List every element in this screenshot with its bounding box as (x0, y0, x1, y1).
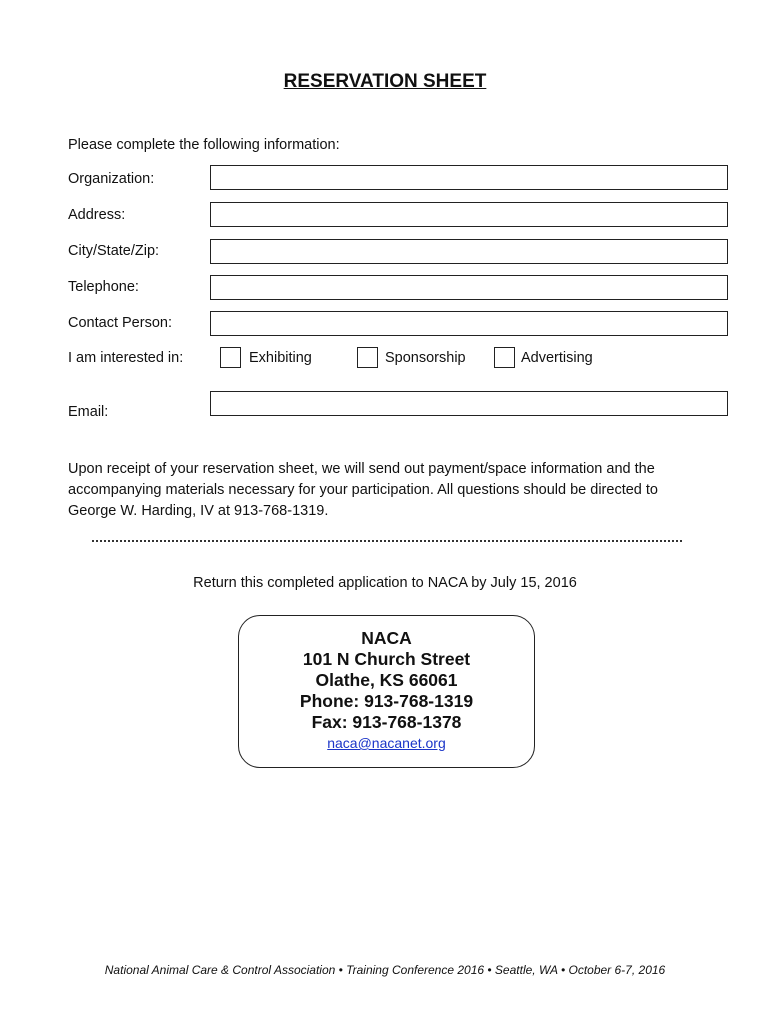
advertising-label: Advertising (521, 350, 593, 366)
interest-label: I am interested in: (68, 350, 184, 366)
fax-number: Fax: 913-768-1378 (311, 712, 462, 732)
instructions-paragraph: Upon receipt of your reservation sheet, we will send out payment/space information and the accompanying materials necessary for your participation. All questions should be directed to George W. Harding, IV at 913-768-1319. (68, 461, 658, 519)
organization-field[interactable] (210, 165, 728, 190)
address-label: Address: (68, 207, 126, 223)
city-state-zip-field[interactable] (210, 239, 728, 264)
city-state: Olathe, KS 66061 (315, 670, 458, 690)
phone-number: Phone: 913-768-1319 (299, 691, 474, 711)
return-note: Return this completed application to NACA by July 15, 2016 (193, 575, 577, 591)
contact-person-field[interactable] (210, 311, 728, 336)
sponsorship-label: Sponsorship (385, 350, 466, 366)
org-name: NACA (361, 628, 412, 648)
email-link[interactable]: naca@nacanet.org (327, 735, 446, 751)
contact-person-label: Contact Person: (68, 315, 172, 331)
street-address: 101 N Church Street (302, 649, 471, 669)
city-state-zip-label: City/State/Zip: (68, 243, 160, 259)
exhibiting-checkbox[interactable] (220, 347, 241, 368)
advertising-checkbox[interactable] (494, 347, 515, 368)
footer-text: National Animal Care & Control Association • Training Conference 2016 • Seattle, WA • October 6-7, 2016 (104, 963, 666, 977)
intro-text: Please complete the following information: (68, 137, 340, 153)
email-field[interactable] (210, 391, 728, 416)
address-field[interactable] (210, 202, 728, 227)
sponsorship-checkbox[interactable] (357, 347, 378, 368)
organization-label: Organization: (68, 171, 155, 187)
telephone-label: Telephone: (68, 279, 139, 295)
telephone-field[interactable] (210, 275, 728, 300)
dotted-divider (92, 540, 682, 542)
address-box (238, 615, 535, 768)
email-label: Email: (68, 404, 109, 420)
page-title: RESERVATION SHEET (283, 71, 487, 92)
exhibiting-label: Exhibiting (249, 350, 312, 366)
